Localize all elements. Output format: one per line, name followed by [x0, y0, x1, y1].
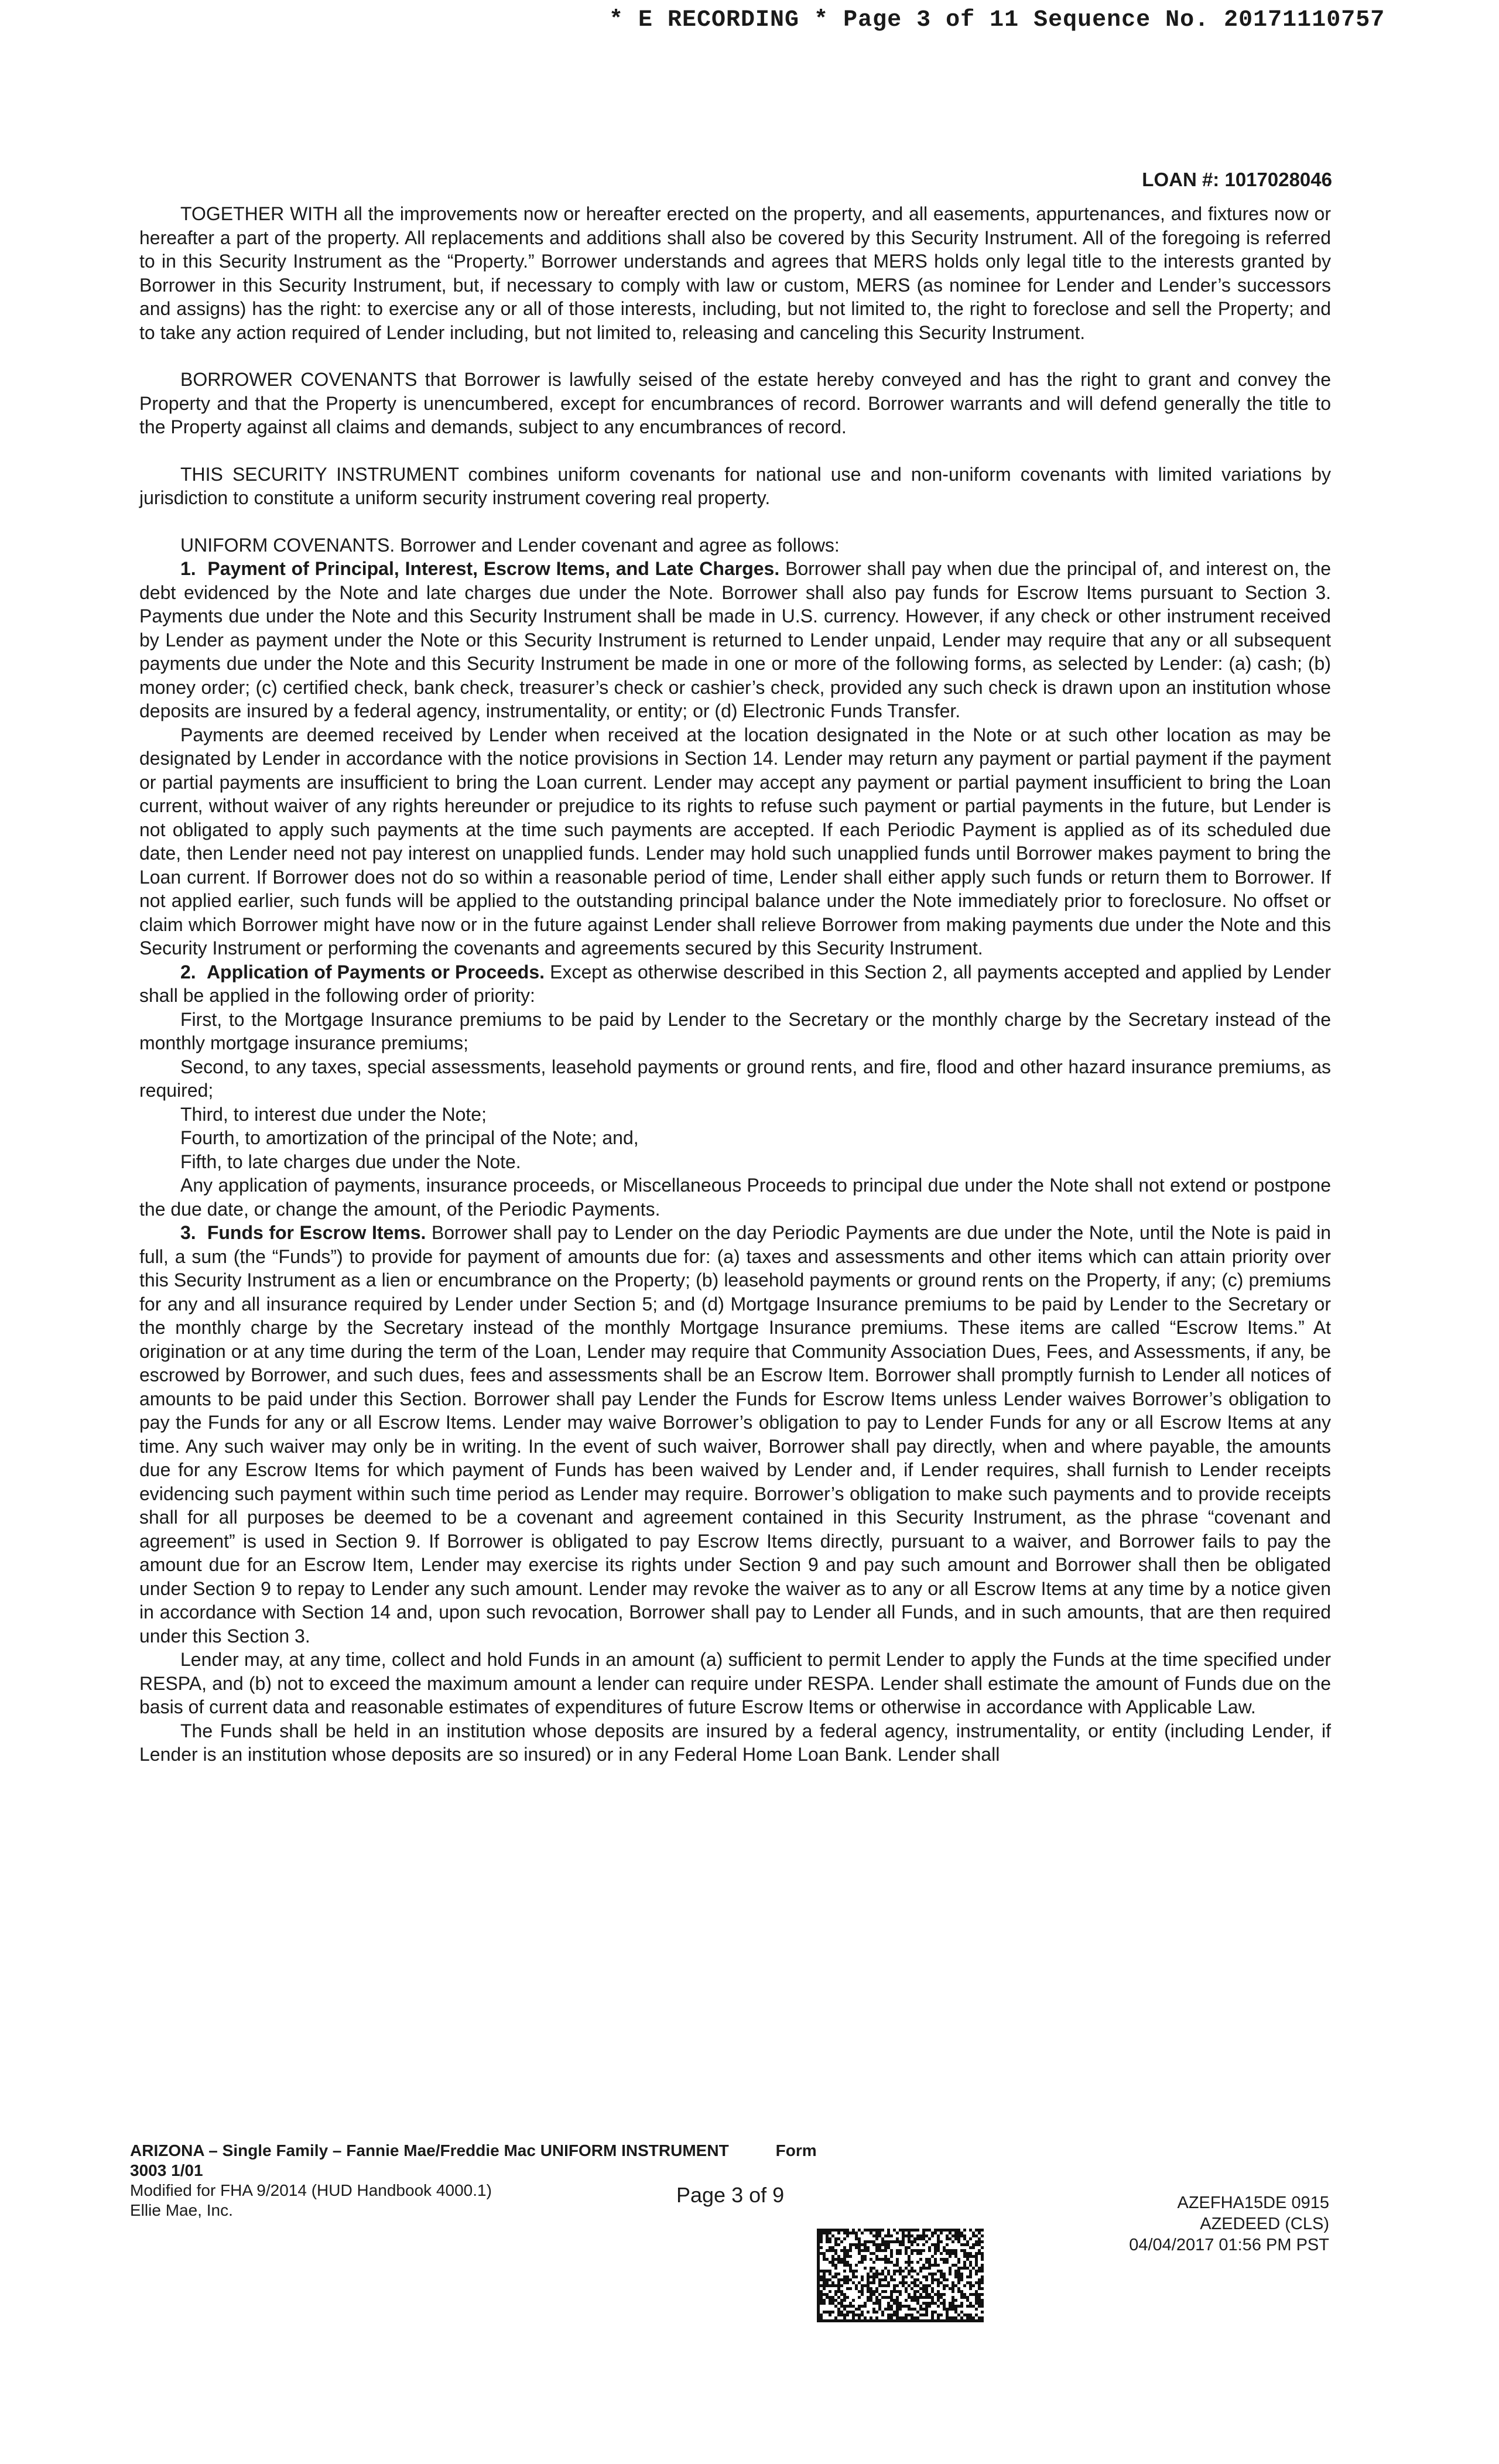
section-2-number: 2.	[180, 961, 196, 983]
section-1-text: Borrower shall pay when due the principal of, and interest on, the debt evidenced by the Note and late charges due under the Note. Borrower shall also pay funds for Escrow Items pursuant to Section 3. Payments due under the Note and this Security Instrument shall be made in U.S. currency. However, if any check or other instrument received by Lender as payment under the Note or this Security Instrument is returned to Lender unpaid, Lender may require that any or all subsequent payments due under the Note and this Security Instrument be made in one or more of the following forms, as selected by Lender: (a) cash; (b) money order; (c) certified check, bank check, treasurer’s check or cashier’s check, provided any such check is drawn upon an institution whose deposits are insured by a federal agency, instrumentality, or entity; or (d) Electronic Funds Transfer.	[139, 558, 1332, 721]
section-3-paragraph-3: The Funds shall be held in an institution whose deposits are insured by a federal agency, instrumentality, or entity (including Lender, if Lender is an institution whose deposits are so insured) or in any Federal Home Loan Bank. Lender shall	[139, 1720, 1331, 1765]
form-title-rest: – Single Family – Fannie Mae/Freddie Mac UNIFORM INSTRUMENT	[204, 2141, 729, 2160]
section-2-paragraph	[139, 960, 1331, 1008]
form-number: Form 3003 1/01	[130, 2141, 817, 2179]
section-3-paragraph	[139, 1221, 1331, 1648]
page-number: Page 3 of 9	[676, 2183, 785, 2207]
form-title-state: ARIZONA	[130, 2141, 204, 2160]
section-3-paragraph-2: Lender may, at any time, collect and hold Funds in an amount (a) sufficient to permit Lender to apply the Funds at the time specified under RESPA, and (b) not to exceed the maximum amount a lender can require under RESPA. Lender shall estimate the amount of Funds due on the basis of current data and reasonable estimates of expenditures of future Escrow Items or otherwise in accordance with Applicable Law.	[139, 1649, 1331, 1717]
form-title	[130, 2141, 856, 2181]
section-2-paragraph-2: Any application of payments, insurance proceeds, or Miscellaneous Proceeds to principal due under the Note shall not extend or postpone the due date, or change the amount, of the Periodic Payments.	[139, 1175, 1331, 1220]
section-2-heading: Application of Payments or Proceeds.	[206, 961, 545, 983]
barcode-icon	[817, 2229, 984, 2322]
section-2-fifth: Fifth, to late charges due under the Note.	[180, 1151, 521, 1172]
section-1-paragraph-2: Payments are deemed received by Lender when received at the location designated in the Note or at such other location as may be designated by Lender in accordance with the notice provisions in Section 14. Lender may return any payment or partial payment if the payment or partial payments are insufficient to bring the Loan current. Lender may accept any payment or partial payment insufficient to bring the Loan current, without waiver of any rights hereunder or prejudice to its rights to refuse such payment or partial payments in the future, but Lender is not obligated to apply such payments at the time such payments are accepted. If each Periodic Payment is applied as of its scheduled due date, then Lender need not pay interest on unapplied funds. Lender may hold such unapplied funds until Borrower makes payment to bring the Loan current. If Borrower does not do so within a reasonable period of time, Lender shall either apply such funds or return them to Borrower. If not applied earlier, such funds will be applied to the outstanding principal balance under the Note immediately prior to foreclosure. No offset or claim which Borrower might have now or in the future against Lender shall relieve Borrower from making payments due under the Note and this Security Instrument or performing the covenants and agreements secured by this Security Instrument.	[139, 724, 1331, 959]
section-3-heading: Funds for Escrow Items.	[207, 1222, 426, 1243]
section-2-fourth: Fourth, to amortization of the principal of the Note; and,	[180, 1127, 639, 1148]
section-3-number: 3.	[180, 1222, 196, 1243]
paragraph-together-with: TOGETHER WITH all the improvements now or hereafter erected on the property, and all easements, appurtenances, and fixtures now or hereafter a part of the property. All replacements and additions shall also be covered by this Security Instrument. All of the foregoing is referred to in this Security Instrument as the “Property.” Borrower understands and agrees that MERS holds only legal title to the interests granted by Borrower in this Security Instrument, but, if necessary to comply with law or custom, MERS (as nominee for Lender and Lender’s successors and assigns) has the right: to exercise any or all of those interests, including, but not limited to, the right to foreclose and sell the Property; and to take any action required of Lender including, but not limited to, releasing and canceling this Security Instrument.	[139, 203, 1331, 343]
footer-form-info	[130, 2141, 856, 2220]
form-code: AZEFHA15DE 0915	[1177, 2193, 1329, 2212]
loan-number: LOAN #: 1017028046	[1142, 169, 1332, 190]
section-2-second: Second, to any taxes, special assessments, leasehold payments or ground rents, and fire, flood and other hazard insurance premiums, as required;	[139, 1056, 1331, 1101]
section-3-text: Borrower shall pay to Lender on the day Periodic Payments are due under the Note, until the Note is paid in full, a sum (the “Funds”) to provide for payment of amounts due for: (a) taxes and assessments and other items which can attain priority over this Security Instrument as a lien or encumbrance on the Property; (b) leasehold payments or ground rents on the Property, if any; (c) premiums for any and all insurance required by Lender under Section 5; and (d) Mortgage Insurance premiums to be paid by Lender to the Secretary or the monthly charge by the Secretary instead of the monthly Mortgage Insurance premiums. These items are called “Escrow Items.” At origination or at any time during the term of the Loan, Lender may require that Community Association Dues, Fees, and Assessments, if any, be escrowed by Borrower, and such dues, fees and assessments shall be an Escrow Item. Borrower shall promptly furnish to Lender all notices of amounts to be paid under this Section. Borrower shall pay Lender the Funds for Escrow Items unless Lender waives Borrower’s obligation to pay the Funds for any or all Escrow Items. Lender may waive Borrower’s obligation to pay to Lender Funds for any or all Escrow Items at any time. Any such waiver may only be in writing. In the event of such waiver, Borrower shall pay directly, when and where payable, the amounts due for any Escrow Items for which payment of Funds has been waived by Lender and, if Lender requires, shall furnish to Lender receipts evidencing such payment within such time period as Lender may require. Borrower’s obligation to make such payments and to provide receipts shall for all purposes be deemed to be a covenant and agreement contained in this Security Instrument, as the phrase “covenant and agreement” is used in Section 9. If Borrower is obligated to pay Escrow Items directly, pursuant to a waiver, and Borrower fails to pay the amount due for an Escrow Item, Lender may exercise its rights under Section 9 and pay such amount and Borrower shall then be obligated under Section 9 to repay to Lender any such amount. Lender may revoke the waiver as to any or all Escrow Items at any time by a notice given in accordance with Section 14 and, upon such revocation, Borrower shall pay to Lender all Funds, and in such amounts, that are then required under this Section 3.	[139, 1222, 1332, 1647]
section-1-heading: Payment of Principal, Interest, Escrow Items, and Late Charges.	[207, 558, 780, 579]
form-modified: Modified for FHA 9/2014 (HUD Handbook 4000.1)	[130, 2181, 492, 2199]
section-1-number: 1.	[180, 558, 196, 579]
section-2-text: Except as otherwise described in this Section 2, all payments accepted and applied by Lender shall be applied in the following order of priority:	[139, 961, 1331, 1006]
document-body	[139, 202, 1331, 1767]
paragraph-security-instrument: THIS SECURITY INSTRUMENT combines uniform covenants for national use and non-uniform covenants with limited variations by jurisdiction to constitute a uniform security instrument covering real property.	[139, 463, 1331, 508]
deed-code: AZEDEED (CLS)	[1200, 2215, 1329, 2233]
section-1-paragraph	[139, 557, 1331, 723]
form-company: Ellie Mae, Inc.	[130, 2201, 233, 2219]
paragraph-uniform-covenants: UNIFORM COVENANTS. Borrower and Lender covenant and agree as follows:	[180, 534, 840, 556]
footer-codes	[1129, 2192, 1329, 2256]
recording-header: * E RECORDING * Page 3 of 11 Sequence No. 20171110757	[609, 7, 1385, 33]
section-2-third: Third, to interest due under the Note;	[180, 1103, 487, 1125]
print-timestamp: 04/04/2017 01:56 PM PST	[1129, 2236, 1329, 2254]
section-2-first: First, to the Mortgage Insurance premiums to be paid by Lender to the Secretary or the monthly charge by the Secretary instead of the monthly mortgage insurance premiums;	[139, 1008, 1331, 1053]
paragraph-borrower-covenants: BORROWER COVENANTS that Borrower is lawfully seised of the estate hereby conveyed and has the right to grant and convey the Property and that the Property is unencumbered, except for encumbrances of record. Borrower warrants and will defend generally the title to the Property against all claims and demands, subject to any encumbrances of record.	[139, 369, 1331, 437]
